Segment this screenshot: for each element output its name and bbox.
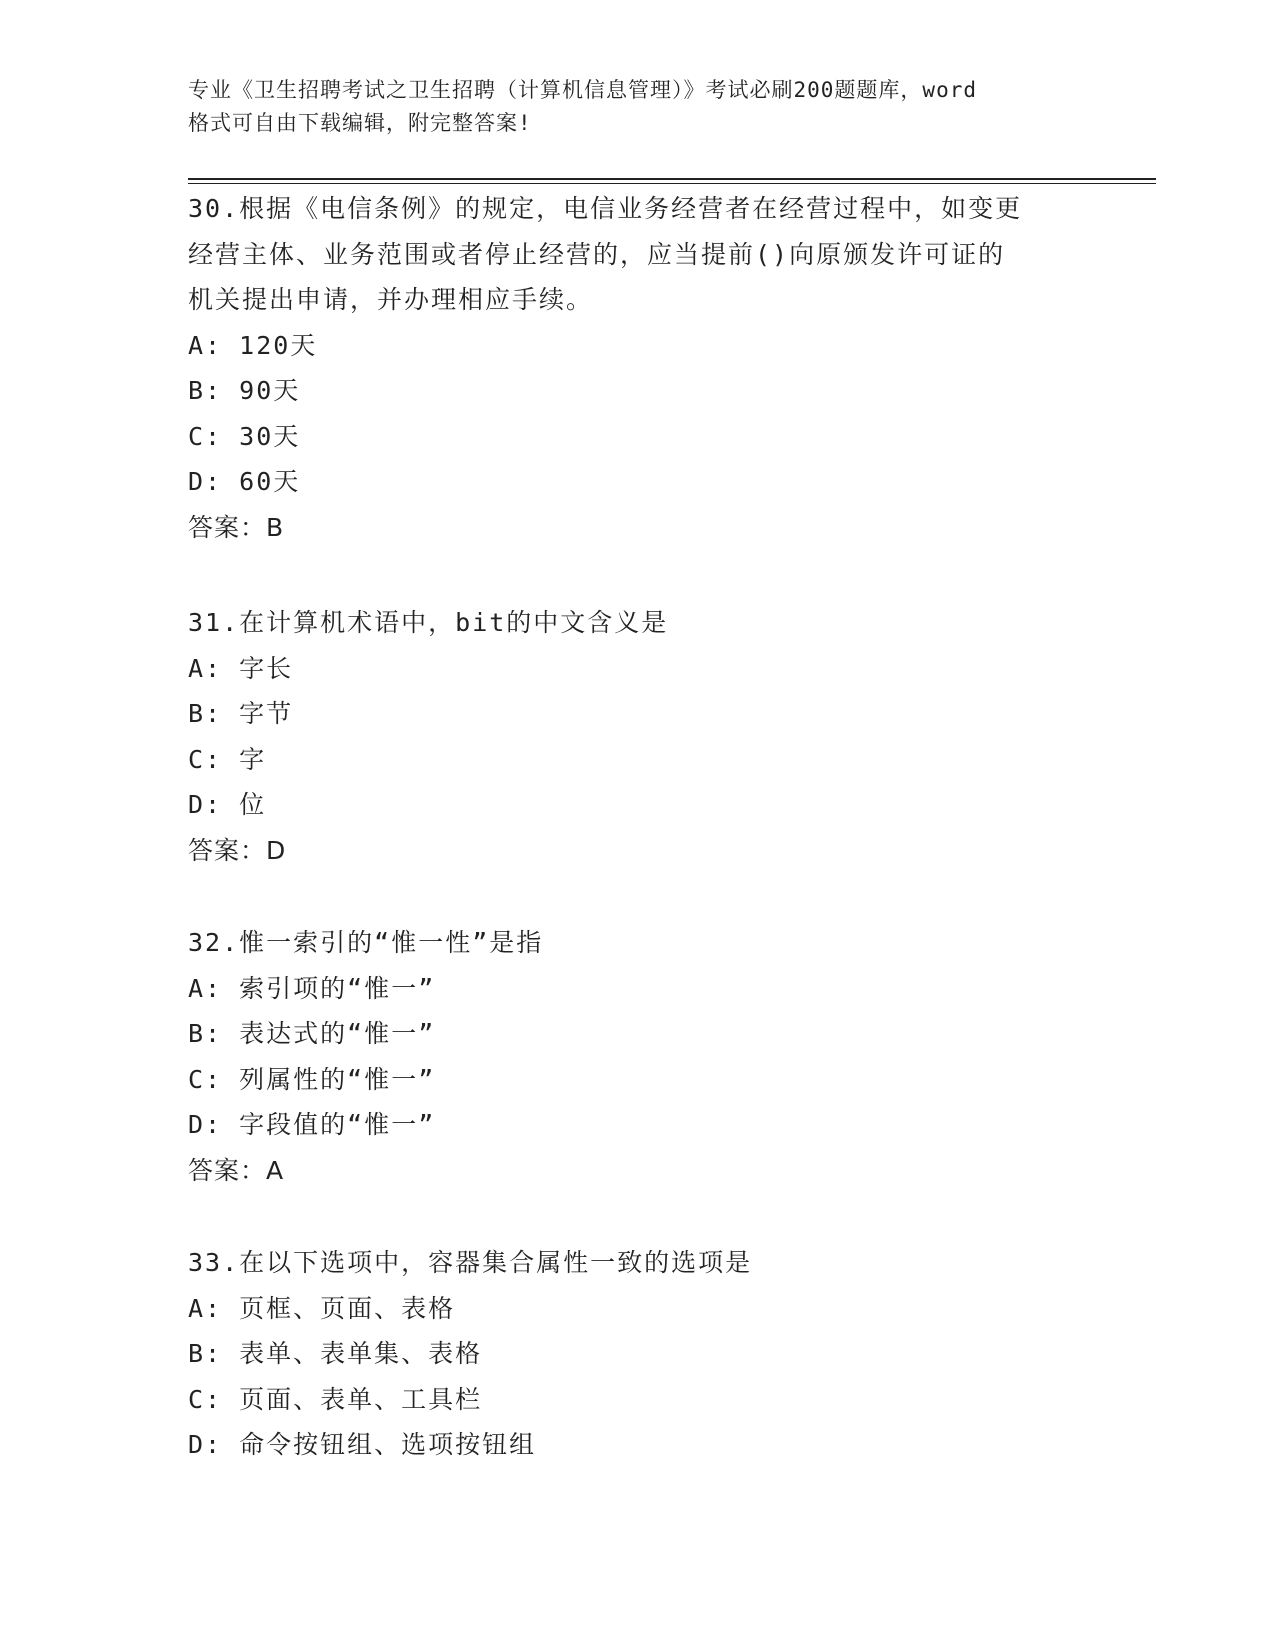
option-d: D: 60天 — [188, 467, 301, 496]
question-text-line: 30.根据《电信条例》的规定，电信业务经营者在经营过程中，如变更 — [188, 194, 1023, 223]
option-c: C: 字 — [188, 744, 267, 774]
question-33 — [188, 1240, 1088, 1468]
answer-line: 答案：A — [188, 1155, 285, 1185]
question-text-line: 33.在以下选项中，容器集合属性一致的选项是 — [188, 1248, 753, 1277]
answer-line: 答案：B — [188, 512, 285, 542]
document-header — [188, 74, 1088, 140]
option-d: D: 位 — [188, 790, 267, 819]
option-b: B: 字节 — [188, 699, 294, 728]
header-divider-thick — [188, 178, 1156, 180]
question-text-line: 31.在计算机术语中，bit的中文含义是 — [188, 608, 669, 637]
option-b: B: 90天 — [188, 376, 301, 405]
option-a: A: 字长 — [188, 653, 294, 683]
option-d: D: 字段值的“惟一” — [188, 1110, 436, 1139]
question-32 — [188, 920, 1088, 1193]
answer-line: 答案：D — [188, 835, 287, 865]
header-line-2: 格式可自由下载编辑，附完整答案! — [188, 111, 532, 135]
option-c: C: 页面、表单、工具栏 — [188, 1384, 483, 1414]
question-text-line: 32.惟一索引的“惟一性”是指 — [188, 928, 544, 957]
header-line-1: 专业《卫生招聘考试之卫生招聘（计算机信息管理）》考试必刷200题题库，word — [188, 78, 977, 102]
question-31 — [188, 600, 1088, 873]
header-divider-thin — [188, 183, 1156, 184]
question-text-line: 机关提出申请，并办理相应手续。 — [188, 285, 594, 314]
question-text-line: 经营主体、业务范围或者停止经营的，应当提前()向原颁发许可证的 — [188, 239, 1006, 269]
option-a: A: 页框、页面、表格 — [188, 1293, 456, 1323]
option-d: D: 命令按钮组、选项按钮组 — [188, 1430, 537, 1459]
question-30 — [188, 186, 1088, 550]
option-a: A: 120天 — [188, 330, 318, 360]
option-c: C: 30天 — [188, 421, 301, 451]
option-c: C: 列属性的“惟一” — [188, 1064, 436, 1094]
option-a: A: 索引项的“惟一” — [188, 973, 436, 1003]
option-b: B: 表单、表单集、表格 — [188, 1339, 483, 1368]
option-b: B: 表达式的“惟一” — [188, 1019, 436, 1048]
